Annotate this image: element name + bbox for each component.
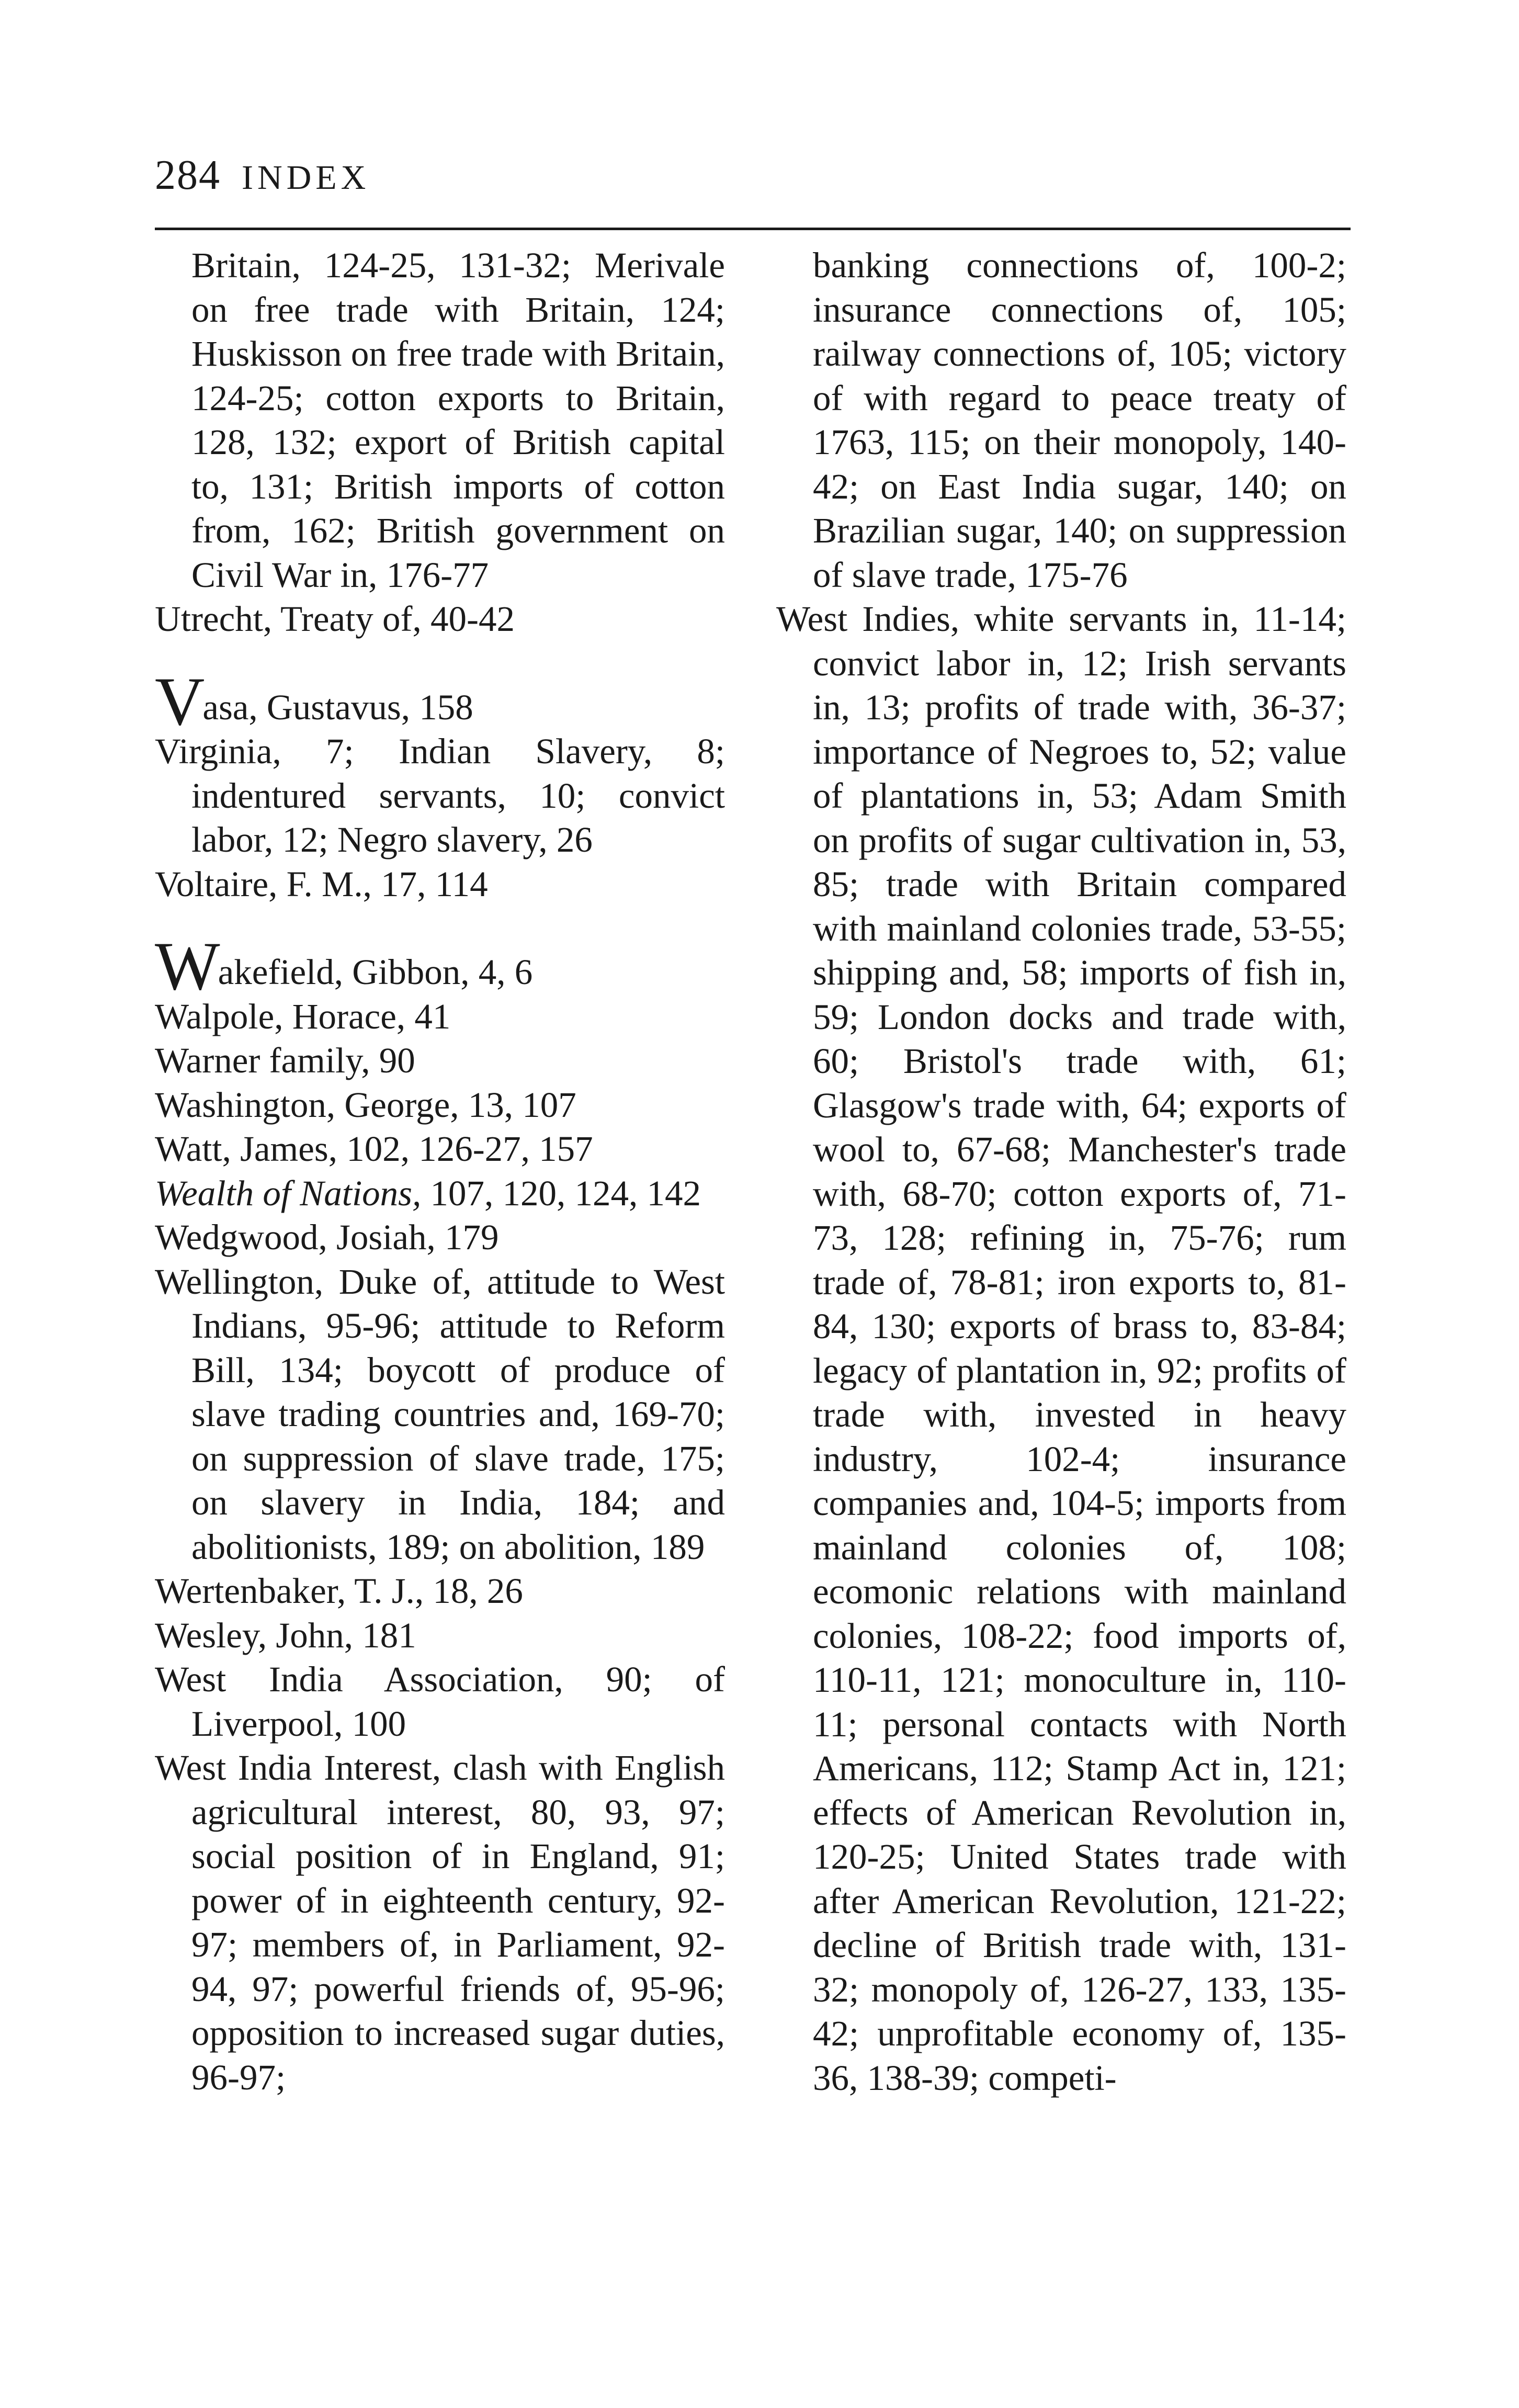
section-initial-w: W — [155, 928, 220, 1004]
index-entry-wedgwood: Wedgwood, Josiah, 179 — [155, 1217, 499, 1257]
index-entry-west-india-association: West India Association, 90; of Liverpool, 100 — [155, 1659, 725, 1744]
page-header — [155, 152, 370, 209]
letter-group-w — [155, 928, 725, 2099]
index-entry-wesley: Wesley, John, 181 — [155, 1615, 416, 1655]
index-entry-vasa-text: asa, Gustavus, 158 — [202, 687, 473, 727]
index-entry-wealth-pages: 107, 120, 124, 142 — [421, 1173, 701, 1213]
index-entry-wertenbaker: Wertenbaker, T. J., 18, 26 — [155, 1571, 523, 1611]
index-entry-continuation-right: banking connections of, 100-2; insurance connections of, 105; railway connections of, 105; victory of with regard to peace treaty of 1763, 115; on their monopoly, 140-42; on East India sugar, 140; on Brazilian sugar, 140; on suppression of slave trade, 175-76 — [813, 245, 1346, 595]
index-entry-virginia: Virginia, 7; Indian Slavery, 8; indentured servants, 10; convict labor, 12; Negro slavery, 26 — [155, 731, 725, 860]
running-head: INDEX — [242, 159, 370, 197]
index-entry-walpole: Walpole, Horace, 41 — [155, 996, 451, 1036]
index-entry-washington: Washington, George, 13, 107 — [155, 1084, 576, 1125]
index-entry-wakefield-text: akefield, Gibbon, 4, 6 — [218, 952, 533, 992]
index-entry-utrecht: Utrecht, Treaty of, 40-42 — [155, 599, 515, 639]
index-entry-watt: Watt, James, 102, 126-27, 157 — [155, 1129, 593, 1169]
index-entry-west-indies: West Indies, white servants in, 11-14; convict labor in, 12; Irish servants in, 13; profits of trade with, 36-37; importance of Negroes to, 52; value of plantations in, 53; Adam Smith on profits of sugar cultivation in, 53, 85; trade with Britain compared with mainland colonies trade, 53-55; shipping and, 58; imports of fish in, 59; London docks and trade with, 60; Bristol's trade with, 61; Glasgow's trade with, 64; exports of wool to, 67-68; Manchester's trade with, 68-70; cotton exports of, 71-73, 128; refining in, 75-76; rum trade of, 78-81; iron exports to, 81-84, 130; exports of brass to, 83-84; legacy of plantation in, 92; profits of trade with, invested in heavy industry, 102-4; insurance companies and, 104-5; imports from mainland colonies of, 108; ecomonic relations with mainland colonies, 108-22; food imports of, 110-11, 121; monoculture in, 110-11; personal contacts with North Americans, 112; Stamp Act in, 121; effects of American Revolution in, 120-25; United States trade with after American Revolution, 121-22; decline of British trade with, 131-32; monopoly of, 126-27, 133, 135-42; unprofitable economy of, 135-36, 138-39; competi- — [776, 599, 1346, 2098]
index-entry-voltaire: Voltaire, F. M., 17, 114 — [155, 864, 488, 904]
index-entry-warner: Warner family, 90 — [155, 1041, 415, 1080]
index-entry-wellington: Wellington, Duke of, attitude to West Indians, 95-96; attitude to Reform Bill, 134; boycott of produce of slave trading countries and, 169-70; on suppression of slave trade, 175; on slavery in India, 184; and abolitionists, 189; on abolition, 189 — [155, 1261, 725, 1567]
header-rule — [155, 228, 1351, 230]
index-entry-west-india-interest: West India Interest, clash with English agricultural interest, 80, 93, 97; social position of in England, 91; power of in eighteenth century, 92-97; members of, in Parliament, 92-94, 97; powerful friends of, 95-96; opposition to increased sugar duties, 96-97; — [155, 1748, 725, 2097]
index-column-right — [776, 243, 1346, 2100]
section-initial-v: V — [155, 662, 205, 740]
index-entry-continuation-left: Britain, 124-25, 131-32; Merivale on free trade with Britain, 124; Huskisson on free trade with Britain, 124-25; cotton exports to Britain, 128, 132; export of British capital to, 131; British imports of cotton from, 162; British government on Civil War in, 176-77 — [191, 245, 725, 595]
index-column-left — [155, 243, 725, 2099]
index-entry-vasa — [155, 662, 725, 740]
index-entry-wealth-of-nations — [155, 1171, 725, 1216]
book-title: Wealth of Nations, — [155, 1173, 422, 1213]
page-number: 284 — [155, 152, 221, 198]
letter-group-v — [155, 662, 725, 907]
index-entry-wakefield — [155, 928, 725, 1004]
